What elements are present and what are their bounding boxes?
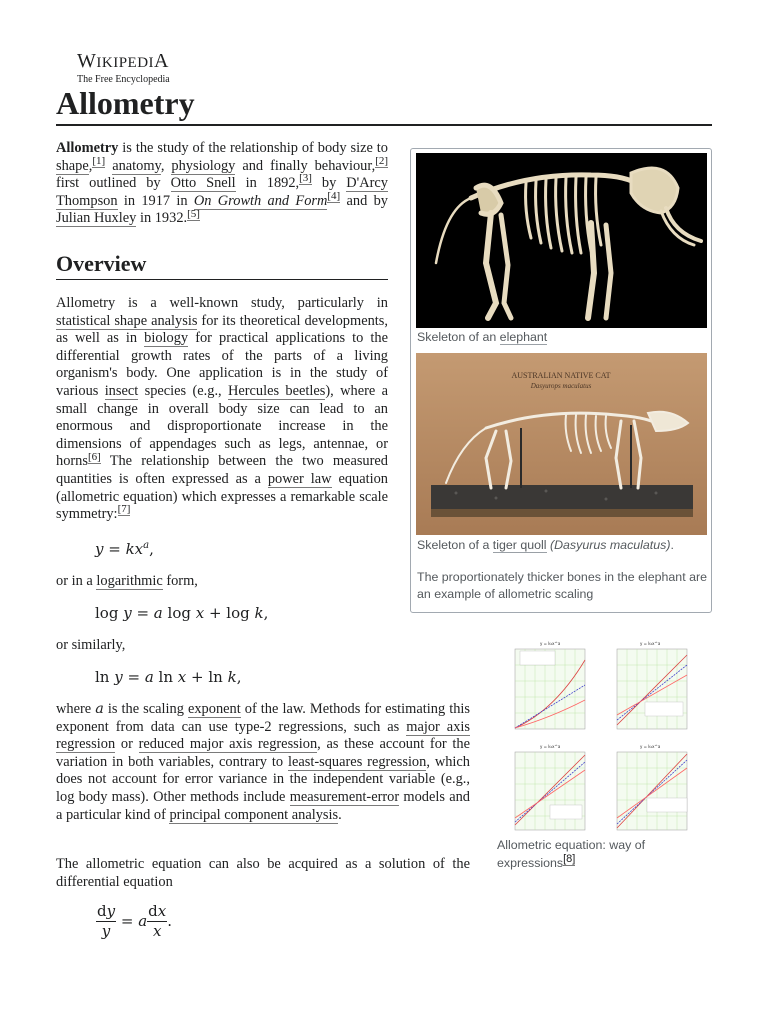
charts-caption: Allometric equation: way of expressions[8]	[497, 838, 646, 870]
link-tiger-quoll[interactable]: tiger quoll	[492, 538, 547, 552]
link-physiology[interactable]: physiology	[171, 157, 236, 174]
ref-4[interactable]: [4]	[327, 189, 341, 202]
equation-log-form: log y = a log x + log k,	[95, 604, 269, 622]
ref-8[interactable]: [8]	[563, 852, 576, 865]
logo-tagline: The Free Encyclopedia	[77, 74, 170, 85]
link-least-squares-regression[interactable]: least-squares regression	[287, 753, 427, 770]
ref-1[interactable]: [1]	[92, 154, 106, 167]
link-julian-huxley[interactable]: Julian Huxley	[56, 210, 137, 227]
text-or-similarly: or similarly,	[56, 637, 126, 653]
ref-5[interactable]: [5]	[187, 207, 200, 220]
overview-paragraph: Allometry is a well-known study, particularly in statistical shape analysis for its theoretical developments, as well as in biology for practical applications to the differential growth rates of the parts of a living organism's body. One application is in the study of various insect species (e.g., Hercules beetles), where a small change in overall body size can lead to an enormous and disproportionate increase in the dimensions of appendages such as legs, antennae, or horns[6] The relationship between the two measured quantities is often expressed as a power law equation (allometric equation) which expresses a remarkable scale symmetry:[7]	[56, 295, 389, 523]
equation-ln-form: ln y = a ln x + ln k,	[95, 668, 242, 686]
link-darcy-thompson[interactable]: D'Arcy Thompson	[56, 175, 388, 209]
scaling-caption: The proportionately thicker bones in the elephant are an example of allometric scaling	[417, 570, 707, 601]
link-statistical-shape-analysis[interactable]: statistical shape analysis	[56, 312, 198, 329]
link-biology[interactable]: biology	[144, 330, 189, 347]
ref-3[interactable]: [3]	[299, 172, 312, 185]
elephant-skeleton-image[interactable]	[416, 153, 707, 328]
link-hercules-beetles[interactable]: Hercules beetles	[227, 382, 326, 399]
quoll-plaque-species: Dasyurops maculatus	[530, 382, 592, 390]
svg-text:y = k₀x^a: y = k₀x^a	[640, 641, 661, 646]
image-thumbnail-box	[410, 148, 712, 613]
section-heading-overview: Overview	[56, 251, 147, 276]
svg-text:y = k₀x^a: y = k₀x^a	[540, 641, 561, 646]
svg-text:y = k₀x^a: y = k₀x^a	[640, 744, 661, 749]
link-principal-component-analysis[interactable]: principal component analysis	[169, 806, 339, 823]
intro-paragraph: Allometry is the study of the relationship of body size to shape,[1] anatomy, physiology and finally behaviour,[2] first outlined by Otto Snell in 1892,[3] by D'Arcy Thompson in 1917 in On Growth and Form[4] and by Julian Huxley in 1932.[5]	[56, 140, 389, 227]
where-paragraph: where a is the scaling exponent of the law. Methods for estimating this exponent from data can use type-2 regressions, such as major axis regression or reduced major axis regression, as these account for the variation in both variables, contrary to least-squares regression, which does not account for error variance in the independent variable (e.g., log body mass). Other methods include measurement-error models and a particular kind of principal component analysis.	[56, 701, 470, 823]
page-title: Allometry	[56, 85, 195, 121]
differential-paragraph: The allometric equation can also be acquired as a solution of the differential equation	[56, 856, 470, 890]
link-otto-snell[interactable]: Otto Snell	[170, 175, 236, 192]
title-divider	[56, 124, 712, 126]
link-measurement-error[interactable]: measurement-error	[289, 788, 400, 805]
link-logarithmic[interactable]: logarithmic	[96, 573, 163, 589]
link-anatomy[interactable]: anatomy	[112, 157, 161, 174]
ref-7[interactable]: [7]	[117, 503, 131, 516]
intro-bold-term: Allometry	[56, 140, 119, 156]
link-exponent[interactable]: exponent	[187, 701, 241, 717]
elephant-caption: Skeleton of an elephant	[417, 330, 548, 344]
link-reduced-major-axis-regression[interactable]: reduced major axis regression	[138, 736, 318, 753]
link-power-law[interactable]: power law	[267, 470, 332, 487]
link-on-growth-and-form[interactable]: On Growth and Form	[193, 192, 328, 209]
allometric-charts-image[interactable]	[495, 640, 710, 835]
text-or-logarithmic: or in a logarithmic form,	[56, 573, 198, 589]
link-insect[interactable]: insect	[104, 382, 139, 399]
link-elephant[interactable]: elephant	[499, 330, 548, 344]
ref-2[interactable]: [2]	[375, 154, 389, 167]
ref-6[interactable]: [6]	[87, 450, 101, 463]
tiger-quoll-caption: Skeleton of a tiger quoll (Dasyurus maculatus).	[417, 538, 674, 552]
equation-power-law: $y = kx^a$,	[95, 540, 154, 558]
overview-divider	[56, 279, 388, 280]
link-shape[interactable]: shape	[56, 157, 89, 174]
tiger-quoll-skeleton-image[interactable]	[416, 353, 707, 535]
link-major-axis-regression[interactable]: major axis regression	[56, 718, 470, 753]
logo-wordmark: WIKIPEDIA	[77, 50, 169, 72]
wikipedia-logo[interactable]	[77, 51, 197, 86]
quoll-plaque-title: AUSTRALIAN NATIVE CAT	[511, 371, 611, 380]
equation-differential: $\frac{dy}{y}$ = a $\frac{dx}{x}$ .	[97, 902, 173, 940]
svg-text:y = k₀x^a: y = k₀x^a	[540, 744, 561, 749]
